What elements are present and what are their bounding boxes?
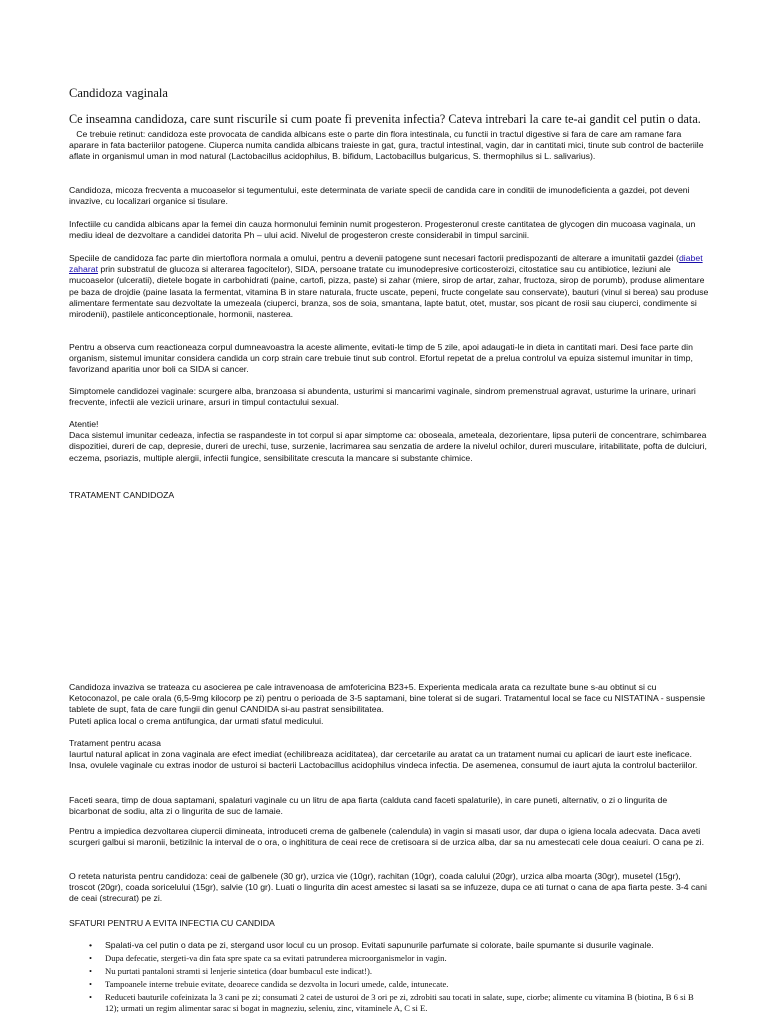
paragraph-text: Pentru a impiedica dezvoltarea ciupercii dimineata, introduceti crema de galbenele (calendula) in vagin si masati usor, dar dupa o igiena locala adecvata. Daca aveti scurgeri galbui si maronii, betizilnic la interval de o ora, o inghititura de ceai rece de cretisoara si de urzica alba, dar sa nu amestecati cele doua ceaiuri. O cana pe zi.	[69, 826, 705, 848]
paragraph-text-end: prin substratul de glucoza si alterarea fagocitelor), SIDA, persoane tratate cu imunodepresive corticosteroizi, citostatice sau cu antibiotice, leziuni ale mucoaselor (ulceratii), dietele bogate in carbohidrati (paine, cartofi, pizza, paste) si zahar (miere, sirop de artar, zahar, fructoza, sirop de porumb), produse alimentare pe baza de drojdie (paine lasata la fermentat, vitamina B in stare naturala, fructe uscate, pepeni, fructe congelate sau conservate), bauturi (vinul si berea) sau produse alimentare fermentate sau dezvoltate la umezeala (ciuperci, branza, sos de soia, smantana, lapte batut, otet, mustar, sos picant de rosii sau ciuperci, condimente si mirodenii), pastilele anticonceptionale, hormonii, nasterea.	[69, 264, 709, 320]
paragraph-simptome	[69, 386, 709, 408]
paragraph-text: O reteta naturista pentru candidoza: ceai de galbenele (30 gr), urzica vie (10gr), rachitan (10gr), coada calului (20gr), urzica alba moarta (30gr), musetel (15gr), troscot (20gr), coada soricelului (15gr), salvie (10 gr). Luati o lingurita din acest amestec si lasati sa se infuzeze, dupa ce ati turnat o cana de apa fiarta peste. 3-4 cani de ceai (strecurat) pe zi.	[69, 871, 707, 904]
list-item	[69, 953, 709, 964]
paragraph-progesteron	[69, 219, 709, 241]
list-item	[69, 966, 709, 977]
paragraph-text: Infectiile cu candida albicans apar la femei din cauza hormonului feminin numit progesteron. Progesteronul creste cantitatea de glycogen din mucoasa vaginala, un mediu ideal de dezvoltare a candidei datorita Ph – ului acid. Nivelul de progesteron creste considerabil in timpul sarcinii.	[69, 219, 696, 241]
tratament-acasa-heading: Tratament pentru acasa	[69, 738, 161, 748]
list-item-text: Spalati-va cel putin o data pe zi, stergand usor locul cu un prosop. Evitati sapunurile parfumate si colorate, baile spumante si dusurile vaginale.	[105, 940, 654, 950]
paragraph-tratament-medical	[69, 682, 709, 727]
paragraph-text-start: Speciile de candidoza fac parte din miertoflora normala a omului, pentru a devenii patogene sunt necesari factorii predispozanti de alterare a imunitatii gazdei (	[69, 253, 679, 263]
paragraph-text: Iaurtul natural aplicat in zona vaginala are efect imediat (echilibreaza aciditatea), dar cercetarile au aratat ca un tratament numai cu aplicari de iaurt este ineficace. Insa, ovulele vaginale cu extras inodor de usturoi si bacterii Lactobacillus acidophilus vindeca infectia. De asemenea, consumul de iaurt ajuta la controlul bacteriilor.	[69, 749, 698, 771]
paragraph-text: Ce trebuie retinut: candidoza este provocata de candida albicans este o parte din flora intestinala, cu functii in tractul digestive si fara de care am ramane fara aparare in fata bacteriilor patogene. Ciuperca numita candida albicans traieste in gat, gura, tractul intestinal, vagin, dar in cantitati mici, tinute sub control de bacteriile aflate in organismul uman in mod natural (Lactobacillus acidophilus, B. bifidum, Lactobacillus bulgaricus, S. thermophilus si L. salivarius).	[69, 129, 706, 162]
paragraph-factori-predispozanti	[69, 253, 709, 320]
atentie-heading: Atentie!	[69, 419, 99, 429]
paragraph-text: Simptomele candidozei vaginale: scurgere alba, branzoasa si abundenta, usturimi si mancarimi vaginale, sindrom premenstrual agravat, usturime la urinare, urinari frecvente, infectii ale vezicii urinare, arsuri in timpul contactului sexual.	[69, 386, 696, 408]
heading-tratament	[69, 490, 709, 501]
bullet-icon: •	[89, 966, 93, 976]
list-item-text: Dupa defecatie, stergeti-va din fata spre spate ca sa evitati patrunderea microorganismelor in vagin.	[105, 953, 447, 963]
bullet-icon: •	[89, 992, 93, 1002]
list-item-text: Nu purtati pantaloni stramti si lenjerie sintetica (doar bumbacul este indicat!).	[105, 966, 373, 976]
paragraph-text: Candidoza invaziva se trateaza cu asocierea pe cale intravenoasa de amfotericina B23+5. Experienta medicala arata ca rezultate bune s-au obtinut si cu Ketoconazol, pe cale orala (6,5-9mg kilocorp pe zi) pentru o perioada de 3-5 saptamani, bine tolerat si de sugari. Tratamentul local se face cu NISTATINA - suspensie tablete de supt, fata de care fungii din genul CANDIDA si-au pastrat sensibilitatea.	[69, 682, 706, 715]
paragraph-intro	[69, 129, 709, 163]
diabet-zaharat-link[interactable]: diabet zaharat	[69, 253, 703, 275]
document-subtitle: Ce inseamna candidoza, care sunt riscurile si cum poate fi prevenita infectia? Cateva intrebari la care te-ai gandit cel putin o data.	[69, 112, 701, 126]
bullet-icon: •	[89, 979, 93, 989]
paragraph-text-crema: Puteti aplica local o crema antifungica, dar urmati sfatul medicului.	[69, 715, 324, 726]
paragraph-candidoza-definition	[69, 185, 709, 207]
tips-list	[69, 940, 709, 1016]
paragraph-reactie-corp	[69, 342, 709, 376]
paragraph-atentie	[69, 419, 709, 464]
paragraph-text: Daca sistemul imunitar cedeaza, infectia se raspandeste in tot corpul si apar simptome ca: oboseala, ameteala, dezorientare, lipsa puterii de concentrare, schimbarea dispozitiei, dureri de cap, depresie, dureri de urechi, tuse, surzenie, lacrimarea sau senzatia de ardere la nivelul ochilor, dureri musculare, iritabilitate, pofta de dulciuri, eczema, psoriazis, multiple alergii, infectii fungice, sensibilitate crescuta la mancare si substante chimice.	[69, 430, 707, 463]
list-item	[69, 979, 709, 990]
section-heading: TRATAMENT CANDIDOZA	[69, 490, 175, 500]
bullet-icon: •	[89, 953, 93, 963]
list-item	[69, 940, 709, 951]
section-heading: SFATURI PENTRU A EVITA INFECTIA CU CANDIDA	[69, 918, 275, 928]
paragraph-text: Pentru a observa cum reactioneaza corpul dumneavoastra la aceste alimente, evitati-le timp de 5 zile, apoi adaugati-le in dieta in cantitati mari. Desi face parte din organism, sistemul imunitar considera candida un corp strain care trebuie tinut sub control. Efortul repetat de a prelua controlul va epuiza sistemul imunitar in timp, favorizand aparitia unor boli ca SIDA si cancer.	[69, 342, 693, 375]
paragraph-reteta-naturista	[69, 871, 709, 905]
paragraph-text: Faceti seara, timp de doua saptamani, spalaturi vaginale cu un litru de apa fiarta (calduta cand faceti spalaturile), in care puneti, alternativ, o zi o lingurita de bicarbonat de sodiu, alta zi o lingurita de suc de lamaie.	[69, 795, 668, 817]
bullet-icon: •	[89, 940, 93, 950]
paragraph-tratament-acasa	[69, 738, 709, 772]
list-item-text: Reduceti bauturile cofeinizata la 3 cani pe zi; consumati 2 catei de usturoi de 3 ori pe zi, zdrobiti sau tocati in salate, supe, ciorbe; alimente cu vitamina B (biotina, B 6 si B 12); urmati un regim alimentar sarac si bogat in magneziu, seleniu, zinc, vitaminele A, C si E.	[105, 992, 694, 1013]
heading-sfaturi	[69, 918, 709, 929]
paragraph-spalaturi	[69, 795, 709, 817]
paragraph-text: Candidoza, micoza frecventa a mucoaselor si tegumentului, este determinata de variate specii de candida care in conditii de imunodeficienta a gazdei, pot deveni invazive, cu localizari organice si tisulare.	[69, 185, 690, 207]
paragraph-galbenele	[69, 826, 709, 848]
document-title: Candidoza vaginala	[69, 86, 168, 100]
list-item	[69, 992, 709, 1014]
list-item-text: Tampoanele interne trebuie evitate, deoarece candida se dezvolta in locuri umede, calde, intunecate.	[105, 979, 449, 989]
